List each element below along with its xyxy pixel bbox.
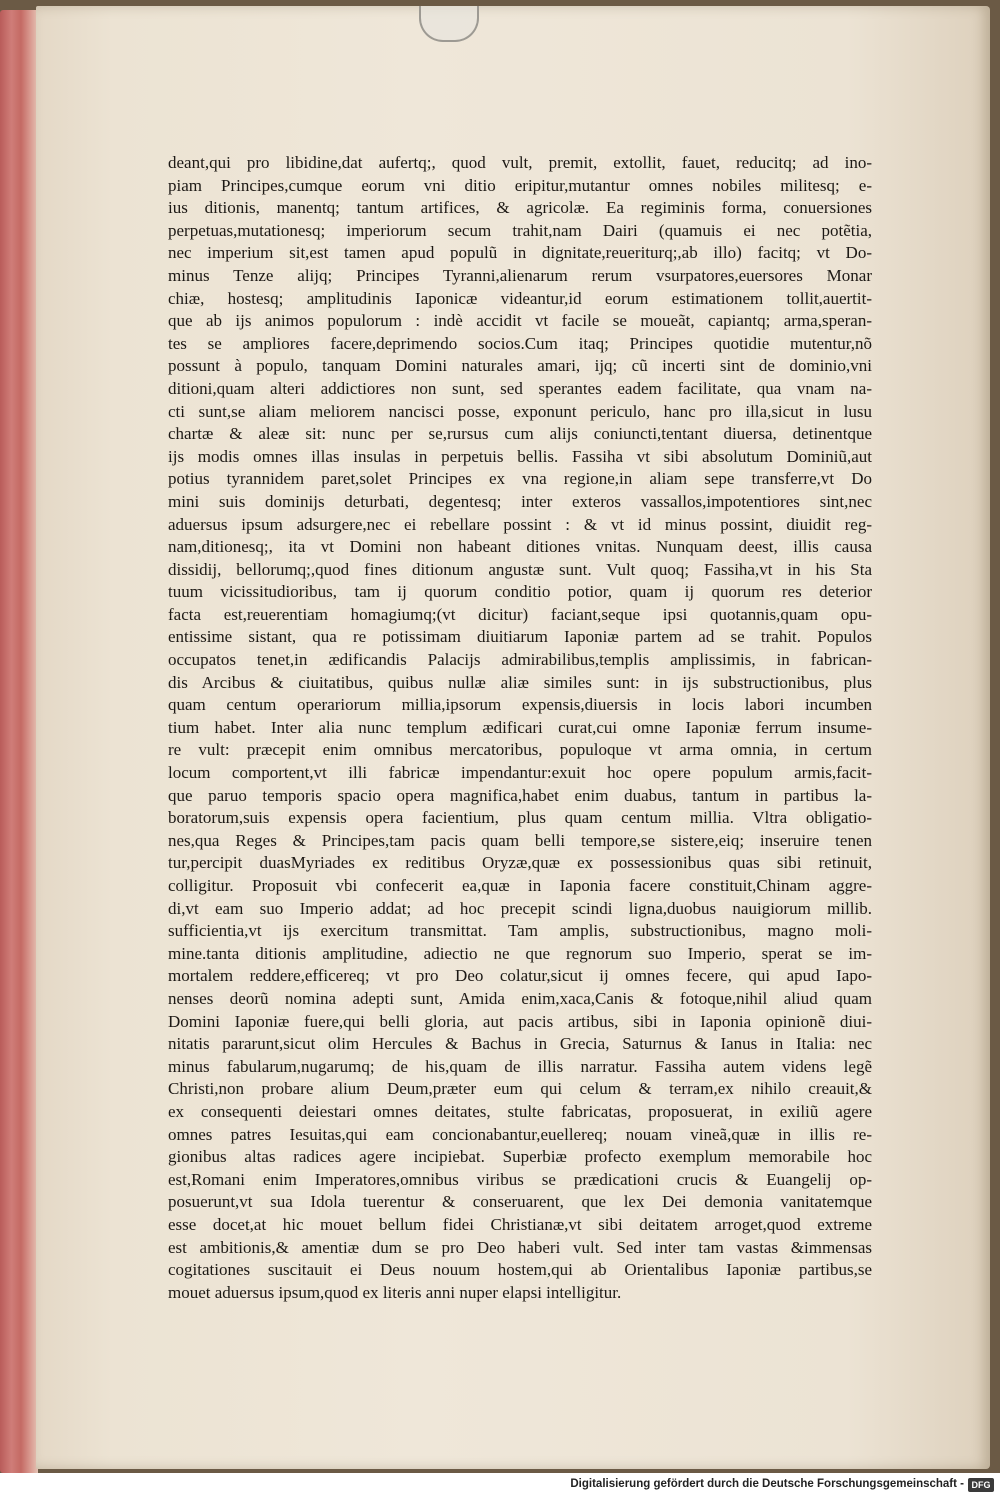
text-line: ius ditionis, manentq; tantum artifices, & agricolæ. Ea regiminis forma, conuersiones xyxy=(168,198,872,218)
text-line: cti sunt,se aliam meliorem nancisci posse, exponunt periculo, hanc pro illa,sicut in lusu xyxy=(168,401,872,421)
footer xyxy=(0,1473,1000,1499)
text-line: dissidij, bellorumq;,quod fines ditionum angustæ sunt. Vult quoq; Fassiha,vt in his Sta xyxy=(168,559,872,579)
text-line: gionibus altas radices agere incipiebat. Superbiæ profecto exemplum memorabile hoc xyxy=(168,1147,872,1167)
text-line: locum comportent,vt illi fabricæ impendantur:exuit hoc opere populum armis,facit- xyxy=(168,763,872,783)
text-line: nec imperium sit,est tamen apud populũ in dignitate,reueriturq;,ab illo) facitq; vt Do- xyxy=(168,243,872,263)
text-line: nam,ditionesq;, ita vt Domini non habeant ditiones vnitas. Nunquam deest, illis causa xyxy=(168,537,872,557)
text-line: ditioni,quam alteri addictiores non sunt, sed sperantes eadem facilitate, qua vnam na- xyxy=(168,378,872,398)
text-line: entissime sistant, qua re potissimam diuitiarum Iaponiæ partem ad se trahit. Populos xyxy=(168,627,872,647)
text-line: possunt à populo, tanquam Domini naturales amari, ijq; cũ incerti sint de dominio,vni xyxy=(168,356,872,376)
text-line: chiæ, hostesq; amplitudinis Iaponicæ videantur,id eorum estimationem tollit,auertit- xyxy=(168,288,872,308)
text-line: que ab ijs animos populorum : indè accidit vt facile se moueãt, capiantq; arma,speran- xyxy=(168,311,872,331)
page-clip xyxy=(419,6,479,42)
text-line: quam centum operariorum millia,ipsorum expensis,diuersis in locis labori incumben xyxy=(168,695,872,715)
text-line: aduersus ipsum adsurgere,nec ei rebellare possint : & vt id minus possint, diuidit reg- xyxy=(168,514,872,534)
text-line: occupatos tenet,in ædificandis Palacijs admirabilibus,templis amplissimis, in fabrican- xyxy=(168,650,872,670)
text-line: nitatis pararunt,sicut olim Hercules & Bachus in Grecia, Saturnus & Ianus in Italia: nec xyxy=(168,1034,872,1054)
text-line: nenses deorũ nomina adepti sunt, Amida enim,xaca,Canis & fotoque,nihil aliud quam xyxy=(168,988,872,1008)
text-line: piam Principes,cumque eorum vni ditio eripitur,mutantur omnes nobiles militesq; e- xyxy=(168,175,872,195)
text-line: omnes patres Iesuitas,qui eam concionabantur,euellereq; nouam vineã,quæ in illis re- xyxy=(168,1124,872,1144)
text-line: tur,percipit duasMyriades ex reditibus Oryzæ,quæ ex possessionibus quas sibi retinuit, xyxy=(168,853,872,873)
text-line: mouet aduersus ipsum,quod ex literis anni nuper elapsi intelligitur. xyxy=(168,1282,622,1302)
text-line: que paruo temporis spacio opera magnifica,habet enim duabus, tantum in partibus la- xyxy=(168,785,872,805)
text-line: mini suis dominijs deturbati, degentesq; inter exteros vassallos,impotentiores sint,nec xyxy=(168,491,872,511)
text-line: ex consequenti deiestari omnes deitates, stulte fabricatas, proposuerat, in exiliũ agere xyxy=(168,1101,872,1121)
dfg-logo: DFG xyxy=(968,1478,994,1492)
text-line: minus fabularum,nugarumq; de his,quam de illis narratur. Fassiha autem videns legẽ xyxy=(168,1056,872,1076)
text-line: esse docet,at hic mouet bellum fidei Christianæ,vt sibi deitatem arroget,quod extreme xyxy=(168,1214,872,1234)
text-line: mortalem reddere,efficereq; vt pro Deo colatur,sicut ij omnes fecere, qui apud Iapo- xyxy=(168,966,872,986)
text-line: perpetuas,mutationesq; imperiorum secum trahit,nam Dairi (quamuis ei nec potẽtia, xyxy=(168,220,872,240)
text-line: chartæ & aleæ sit: nunc per se,rursus cum alijs coniuncti,tentant diuersa, detinentque xyxy=(168,424,872,444)
text-line: posuerunt,vt sua Idola tuerentur & conseruarent, que lex Dei demonia vanitatemque xyxy=(168,1192,872,1212)
text-line: facta est,reuerentiam homagiumq;(vt dicitur) faciant,seque ipsi quotannis,quam opu- xyxy=(168,604,872,624)
text-line: colligitur. Proposuit vbi confecerit ea,quæ in Iaponia facere constituit,Chinam aggre- xyxy=(168,876,872,895)
text-line: boratorum,suis expensis opera facientium, plus quam centum millia. Vltra obligatio- xyxy=(168,808,872,828)
text-line: ijs modis omnes illas insulas in perpetuis bellis. Fassiha vt sibi absolutum Dominiũ,aut xyxy=(168,446,872,466)
book-edge xyxy=(0,10,38,1473)
text-line: tium habet. Inter alia nunc templum ædificari curat,cui omne Iaponiæ ferrum insume- xyxy=(168,717,872,737)
text-line: cogitationes suscitauit ei Deus nouum hostem,qui ab Orientalibus Iaponiæ partibus,se xyxy=(168,1260,872,1280)
footer-credit: Digitalisierung gefördert durch die Deutsche Forschungsgemeinschaft - xyxy=(570,1478,964,1490)
text-line: mine.tanta ditionis amplitudine, adiectio ne que regnorum suo Imperio, sperat se im- xyxy=(168,943,872,963)
text-line: deant,qui pro libidine,dat aufertq;, quod vult, premit, extollit, fauet, reducitq; ad ino- xyxy=(168,153,872,172)
text-line: re vult: præcepit enim omnibus mercatoribus, populoque vt arma omnia, in certum xyxy=(168,740,872,760)
text-line: nes,qua Reges & Principes,tam pacis quam belli tempore,se sistere,eiq; inseruire tenen xyxy=(168,830,872,850)
text-line: sufficientia,vt ijs exercitum transmittat. Tam amplis, substructionibus, magno moli- xyxy=(168,921,872,941)
text-line: tes se ampliores facere,deprimendo socios.Cum itaq; Principes quotidie mutentur,nõ xyxy=(168,333,872,353)
text-line: Christi,non probare alium Deum,præter eum qui celum & terram,ex nihilo creauit,& xyxy=(168,1079,872,1099)
text-line: potius tyrannidem paret,solet Principes ex vna regione,in aliam sepe transferre,vt Do xyxy=(168,469,872,489)
text-line: di,vt eam suo Imperio addat; ad hoc precepit scindi ligna,duobus nauigiorum millib. xyxy=(168,898,872,918)
text-line: est ambitionis,& amentiæ dum se pro Deo haberi vult. Sed inter tam vastas &immensas xyxy=(168,1237,872,1257)
text-line: Domini Iaponiæ fuere,qui belli gloria, aut pacis artibus, sibi in Iaponia opinionẽ diui- xyxy=(168,1011,872,1031)
text-line: minus Tenze alijq; Principes Tyranni,alienarum rerum vsurpatores,euersores Monar xyxy=(168,265,872,285)
body-text xyxy=(168,152,872,1304)
text-line: dis Arcibus & ciuitatibus, quibus nullæ aliæ similes sunt: in ijs substructionibus, plus xyxy=(168,672,872,692)
text-line: est,Romani enim Imperatores,omnibus viribus se prædicationi crucis & Euangelij op- xyxy=(168,1169,872,1189)
text-line: tuum vicissitudioribus, tam ij quorum conditio potior, quam ij quorum res deterior xyxy=(168,582,872,602)
